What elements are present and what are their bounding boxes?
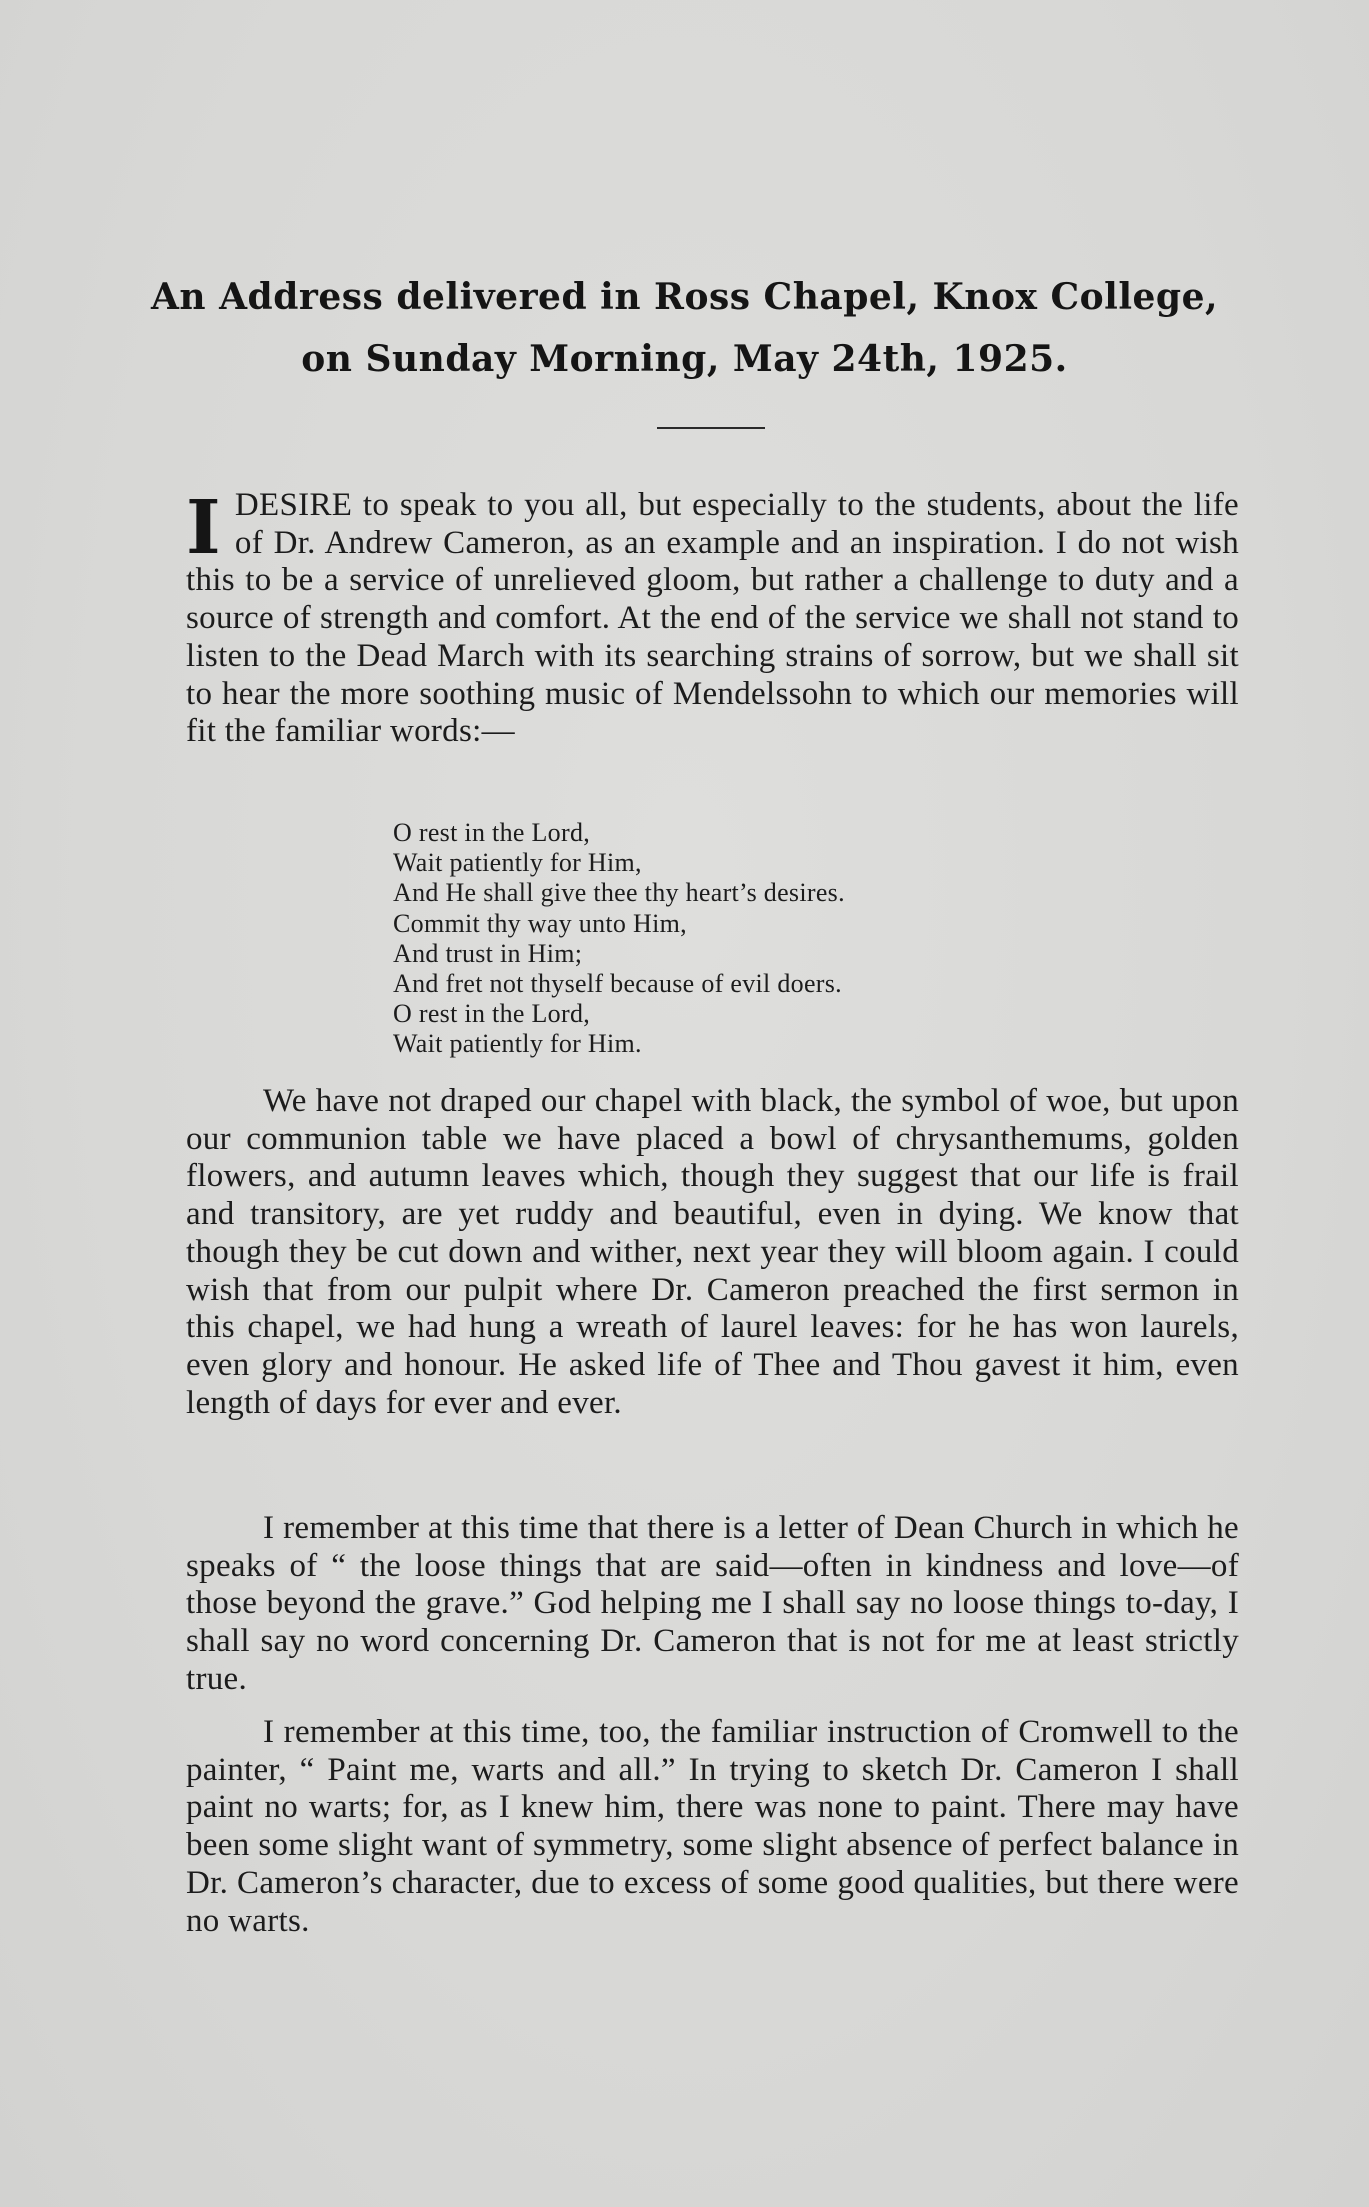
- hymn-line: O rest in the Lord,: [393, 999, 591, 1029]
- paragraph-text: I remember at this time that there is a letter of Dean Church in which he speaks of “ the loose things that are said—often in kindness and love—of those beyond the grave.” God helping me I shall say no loose things to-day, I shall say no word concerning Dr. Cameron that is not for me at least strictly true.: [186, 1510, 1239, 1697]
- paragraph-text: I remember at this time, too, the familiar instruction of Cromwell to the painter, “ Paint me, warts and all.” In trying to sketch Dr. Cameron I shall paint no warts; for, as I knew him, there was none to paint. There may have been some slight want of symmetry, some slight absence of perfect balance in Dr. Cameron’s character, due to excess of some good qualities, but there were no warts.: [186, 1714, 1239, 1939]
- paragraph-dean-church: [186, 1510, 1239, 1699]
- hymn-line: Commit thy way unto Him,: [393, 908, 687, 938]
- heading-line-1: An Address delivered in Ross Chapel, Knox College,: [150, 276, 1219, 318]
- address-heading: [150, 266, 1219, 390]
- paragraph-text: We have not draped our chapel with black, the symbol of woe, but upon our communion table we have placed a bowl of chrysanthemums, golden flowers, and autumn leaves which, though they suggest that our life is frail and transitory, are yet ruddy and beautiful, even in dying. We know that though they be cut down and wither, next year they will bloom again. I could wish that from our pulpit where Dr. Cameron preached the first sermon in this chapel, we had hung a wreath of laurel leaves: for he has won laurels, even glory and honour. He asked life of Thee and Thou gavest it him, even length of days for ever and ever.: [186, 1083, 1239, 1421]
- intro-text: DESIRE to speak to you all, but especially to the students, about the life of Dr. Andrew Cameron, as an example and an inspiration. I do not wish this to be a service of unrelieved gloom, but rather a challenge to duty and a source of strength and comfort. At the end of the service we shall not stand to listen to the Dead March with its searching strains of sorrow, but we shall sit to hear the more soothing music of Mendelssohn to which our memories will fit the familiar words:—: [186, 487, 1239, 750]
- hymn-quote: [393, 818, 1093, 1060]
- hymn-line: And fret not thyself because of evil doers.: [393, 969, 842, 999]
- drop-cap: I: [186, 485, 221, 571]
- paragraph-cromwell: [186, 1714, 1239, 1940]
- hymn-line: Wait patiently for Him,: [393, 848, 642, 878]
- hymn-line: Wait patiently for Him.: [393, 1029, 642, 1059]
- hymn-line: O rest in the Lord,: [393, 818, 591, 847]
- heading-line-2: on Sunday Morning, May 24th, 1925.: [301, 338, 1068, 380]
- hymn-line: And trust in Him;: [393, 938, 583, 968]
- paragraph-chapel-flowers: [186, 1083, 1239, 1422]
- hymn-line: And He shall give thee thy heart’s desires.: [393, 878, 845, 908]
- intro-paragraph: [186, 487, 1239, 751]
- section-divider: [657, 427, 765, 429]
